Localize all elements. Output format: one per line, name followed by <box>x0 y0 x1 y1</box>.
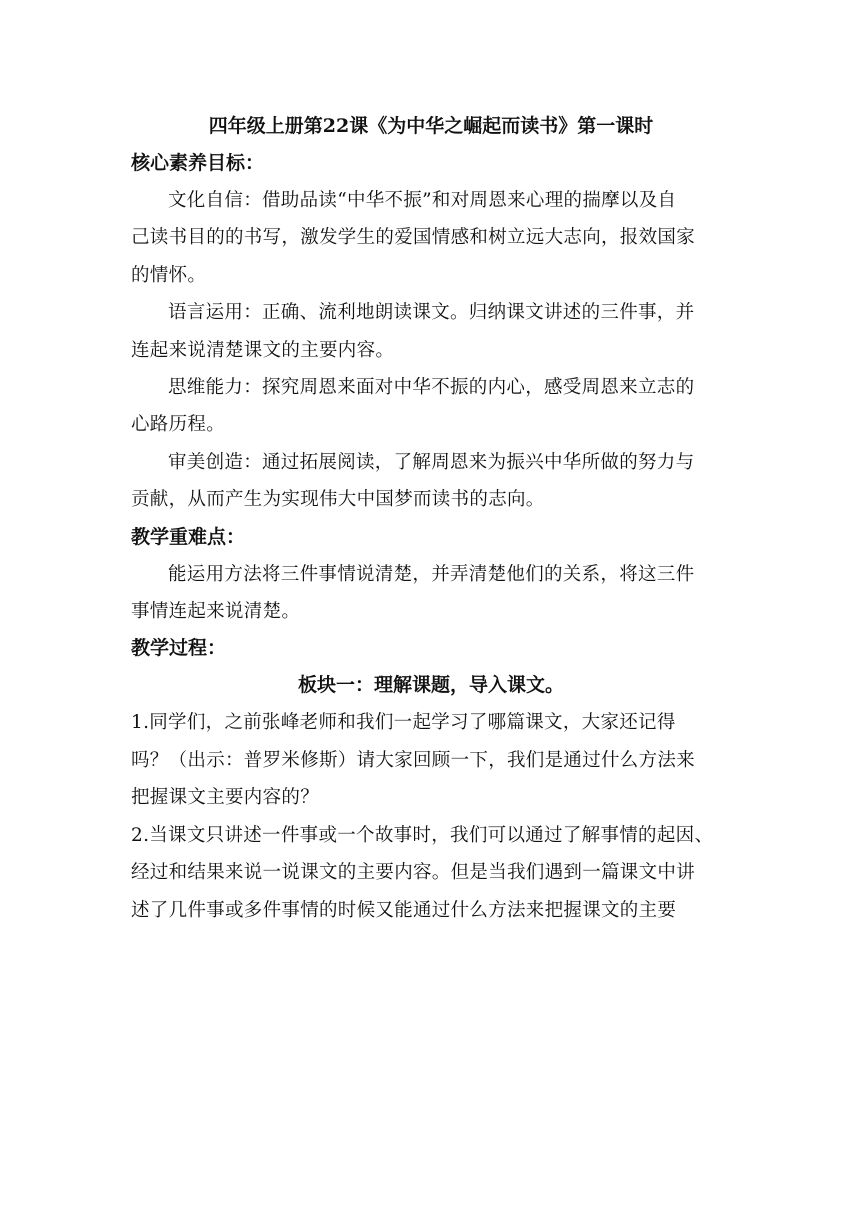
paragraph-line: 1.同学们，之前张峰老师和我们一起学习了哪篇课文，大家还记得 <box>131 712 676 734</box>
key-points-paragraph <box>131 556 731 631</box>
goal-culture-paragraph <box>131 182 731 294</box>
paragraph-line: 心路历程。 <box>131 414 226 436</box>
paragraph-line: 把握课文主要内容的？ <box>131 787 320 809</box>
page-title: 四年级上册第22课《为中华之崛起而读书》第一课时 <box>208 115 654 137</box>
paragraph-line: 连起来说清楚课文的主要内容。 <box>131 339 395 361</box>
paragraph-line: 文化自信：借助品读“中华不振”和对周恩来心理的揣摩以及自 <box>168 190 677 211</box>
paragraph-line: 经过和结果来说一说课文的主要内容。但是当我们遇到一篇课文中讲 <box>131 862 696 884</box>
key-points-heading: 教学重难点： <box>131 525 246 548</box>
process-heading: 教学过程： <box>131 637 227 660</box>
paragraph-line: 己读书目的的书写，激发学生的爱国情感和树立远大志向，报效国家 <box>131 227 696 249</box>
paragraph-line: 贡献，从而产生为实现伟大中国梦而读书的志向。 <box>131 489 545 511</box>
paragraph-line: 语言运用：正确、流利地朗读课文。归纳课文讲述的三件事，并 <box>168 302 695 324</box>
goal-thinking-paragraph <box>131 369 731 444</box>
paragraph-line: 的情怀。 <box>131 264 207 286</box>
goal-language-paragraph <box>131 294 731 369</box>
goals-heading: 核心素养目标： <box>131 152 265 174</box>
paragraph-line: 述了几件事或多件事情的时候又能通过什么方法来把握课文的主要 <box>131 899 677 921</box>
paragraph-line: 审美创造：通过拓展阅读，了解周恩来为振兴中华所做的努力与 <box>168 451 695 473</box>
paragraph-line: 思维能力：探究周恩来面对中华不振的内心，感受周恩来立志的 <box>168 377 695 399</box>
paragraph-line: 能运用方法将三件事情说清楚，并弄清楚他们的关系，将这三件 <box>168 563 695 585</box>
document-body <box>131 108 731 929</box>
paragraph-line: 2.当课文只讲述一件事或一个故事时，我们可以通过了解事情的起因、 <box>131 824 714 846</box>
block-one-title: 板块一：理解课题，导入课文。 <box>297 674 564 697</box>
step-1-paragraph <box>131 704 731 816</box>
goal-aesthetic-paragraph <box>131 444 731 519</box>
paragraph-line: 吗？（出示：普罗米修斯）请大家回顾一下，我们是通过什么方法来 <box>131 749 696 771</box>
step-2-paragraph <box>131 817 731 929</box>
paragraph-line: 事情连起来说清楚。 <box>131 601 301 623</box>
